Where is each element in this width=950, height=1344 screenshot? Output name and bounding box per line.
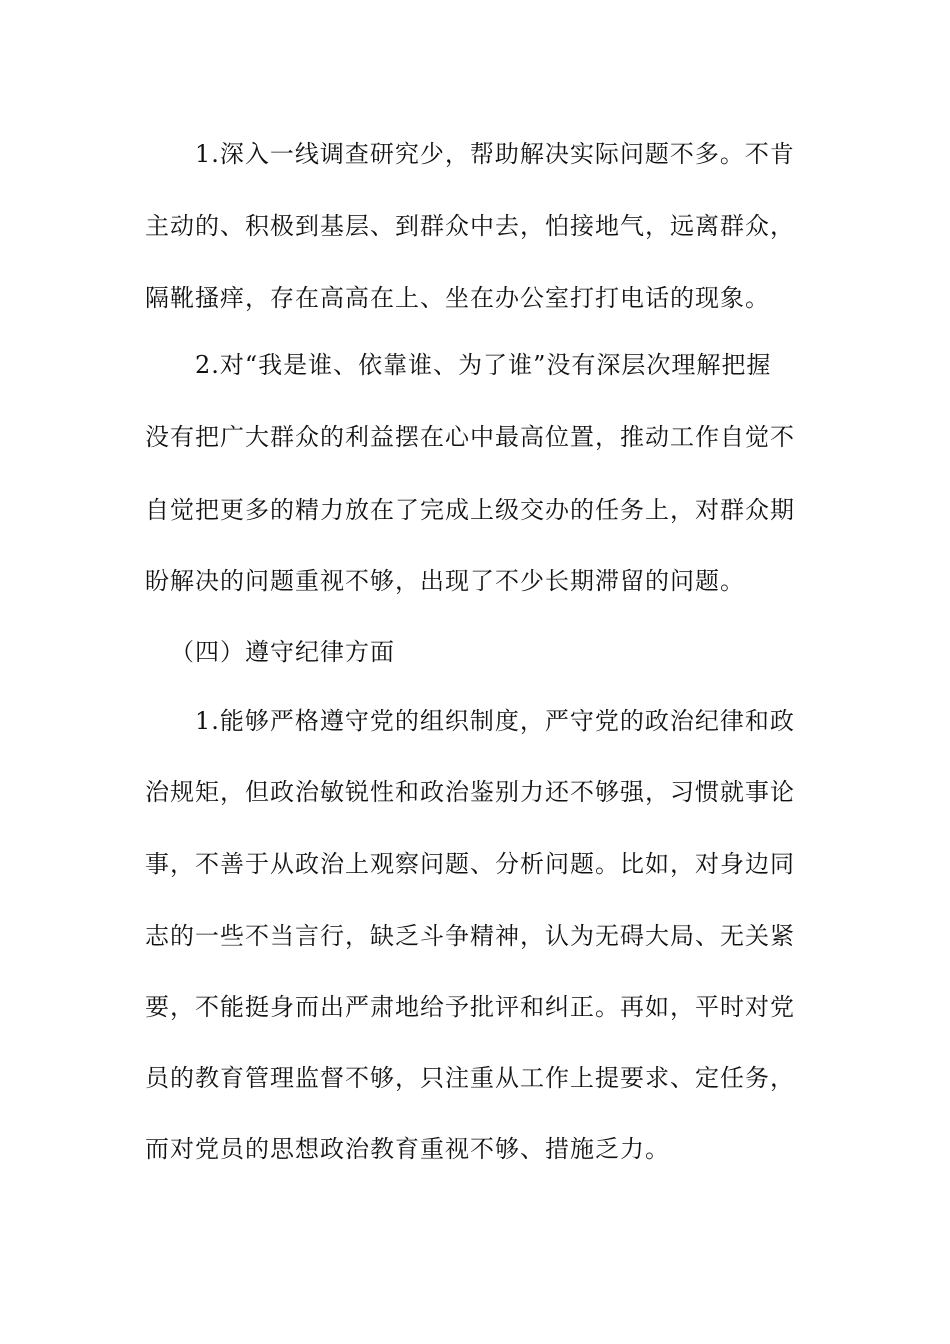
paragraph-1-line-3: 隔靴搔痒，存在高高在上、坐在办公室打打电话的现象。 xyxy=(145,284,770,312)
paragraph-2-line-1: 2.对“我是谁、依靠谁、为了谁”没有深层次理解把握 xyxy=(195,351,772,379)
paragraph-1-line-2: 主动的、积极到基层、到群众中去，怕接地气，远离群众， xyxy=(145,212,795,240)
paragraph-3-line-3: 事，不善于从政治上观察问题、分析问题。比如，对身边同 xyxy=(145,850,795,878)
paragraph-3-line-6: 员的教育管理监督不够，只注重从工作上提要求、定任务， xyxy=(145,1064,795,1092)
paragraph-3-line-1: 1.能够严格遵守党的组织制度，严守党的政治纪律和政 xyxy=(195,707,795,735)
paragraph-3-line-2: 治规矩，但政治敏锐性和政治鉴别力还不够强，习惯就事论 xyxy=(145,778,795,806)
paragraph-1-line-1: 1.深入一线调查研究少，帮助解决实际问题不多。不肯 xyxy=(195,140,795,168)
paragraph-2-line-3: 自觉把更多的精力放在了完成上级交办的任务上，对群众期 xyxy=(145,496,795,524)
paragraph-3-line-7: 而对党员的思想政治教育重视不够、措施乏力。 xyxy=(145,1135,670,1163)
paragraph-3-line-5: 要，不能挺身而出严肃地给予批评和纠正。再如，平时对党 xyxy=(145,993,795,1021)
paragraph-2-line-2: 没有把广大群众的利益摆在心中最高位置，推动工作自觉不 xyxy=(145,423,795,451)
paragraph-3-line-4: 志的一些不当言行，缺乏斗争精神，认为无碍大局、无关紧 xyxy=(145,922,795,950)
section-heading: （四）遵守纪律方面 xyxy=(170,638,395,666)
paragraph-2-line-4: 盼解决的问题重视不够，出现了不少长期滞留的问题。 xyxy=(145,567,745,595)
